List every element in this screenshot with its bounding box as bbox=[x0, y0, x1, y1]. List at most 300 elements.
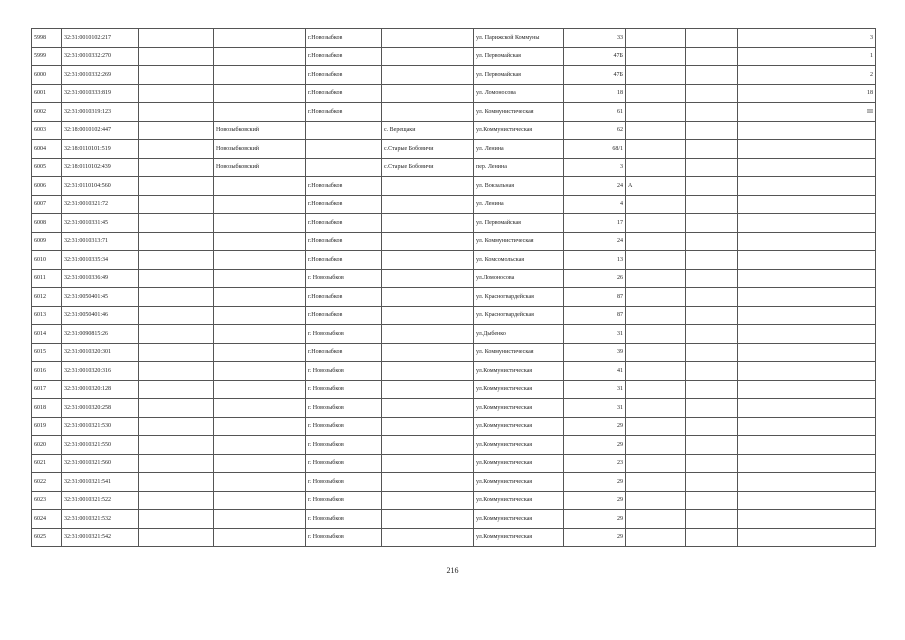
cell-apartment bbox=[738, 232, 876, 251]
cell-house-number: 3 bbox=[564, 158, 626, 177]
cell-district: Новозыбковский bbox=[214, 140, 306, 159]
table-row bbox=[32, 269, 876, 288]
cell-street: ул.Коммунистическая bbox=[474, 436, 564, 455]
cell-apartment bbox=[738, 380, 876, 399]
cell-house-letter bbox=[626, 47, 686, 66]
cell-house-number: 61 bbox=[564, 103, 626, 122]
cell-district bbox=[214, 251, 306, 270]
cell-village bbox=[382, 510, 474, 529]
cell-district bbox=[214, 343, 306, 362]
cell-col-blank-2 bbox=[686, 29, 738, 48]
cell-house-letter bbox=[626, 417, 686, 436]
cell-apartment bbox=[738, 510, 876, 529]
cell-row-number: 6011 bbox=[32, 269, 62, 288]
cell-apartment bbox=[738, 528, 876, 547]
cell-house-letter bbox=[626, 380, 686, 399]
cell-district bbox=[214, 399, 306, 418]
cell-city: г. Новозыбков bbox=[306, 491, 382, 510]
cell-street: ул. Красногвардейская bbox=[474, 306, 564, 325]
cell-row-number: 6001 bbox=[32, 84, 62, 103]
cell-col-blank bbox=[139, 195, 214, 214]
cell-apartment: 3 bbox=[738, 29, 876, 48]
cell-house-letter bbox=[626, 66, 686, 85]
cell-street: ул. Первомайская bbox=[474, 47, 564, 66]
cell-street: ул. Коммунистическая bbox=[474, 343, 564, 362]
cell-village bbox=[382, 306, 474, 325]
cell-apartment bbox=[738, 121, 876, 140]
cell-cadastral-number: 32:31:0010335:34 bbox=[62, 251, 139, 270]
cell-cadastral-number: 32:31:0010321:72 bbox=[62, 195, 139, 214]
cell-district bbox=[214, 436, 306, 455]
cell-city: г.Новозыбков bbox=[306, 232, 382, 251]
cell-city: г. Новозыбков bbox=[306, 399, 382, 418]
cell-row-number: 6003 bbox=[32, 121, 62, 140]
cell-street: ул.Коммунистическая bbox=[474, 454, 564, 473]
cell-city: г.Новозыбков bbox=[306, 251, 382, 270]
cell-city: г.Новозыбков bbox=[306, 343, 382, 362]
table-row bbox=[32, 473, 876, 492]
cell-col-blank-2 bbox=[686, 158, 738, 177]
cell-district bbox=[214, 66, 306, 85]
cell-district bbox=[214, 288, 306, 307]
cell-row-number: 6025 bbox=[32, 528, 62, 547]
cell-col-blank-2 bbox=[686, 325, 738, 344]
cell-district bbox=[214, 362, 306, 381]
cell-city: г. Новозыбков bbox=[306, 436, 382, 455]
cell-col-blank bbox=[139, 454, 214, 473]
cell-house-number: 23 bbox=[564, 454, 626, 473]
cell-house-letter bbox=[626, 103, 686, 122]
cell-col-blank bbox=[139, 177, 214, 196]
cell-street: пер. Ленина bbox=[474, 158, 564, 177]
cell-col-blank-2 bbox=[686, 103, 738, 122]
cell-district bbox=[214, 84, 306, 103]
cell-house-letter bbox=[626, 399, 686, 418]
cell-apartment bbox=[738, 436, 876, 455]
cell-village bbox=[382, 47, 474, 66]
cell-village: с.Старые Бобовичи bbox=[382, 140, 474, 159]
cell-city: г. Новозыбков bbox=[306, 325, 382, 344]
cell-row-number: 6000 bbox=[32, 66, 62, 85]
table-row bbox=[32, 251, 876, 270]
cell-street: ул.Коммунистическая bbox=[474, 121, 564, 140]
cell-row-number: 6005 bbox=[32, 158, 62, 177]
cell-house-letter bbox=[626, 343, 686, 362]
cell-village bbox=[382, 84, 474, 103]
cell-cadastral-number: 32:31:0050401:45 bbox=[62, 288, 139, 307]
cell-cadastral-number: 32:31:0010319:123 bbox=[62, 103, 139, 122]
cell-house-number: 26 bbox=[564, 269, 626, 288]
cell-apartment bbox=[738, 158, 876, 177]
cell-house-number: 29 bbox=[564, 510, 626, 529]
cell-village bbox=[382, 214, 474, 233]
cell-district bbox=[214, 232, 306, 251]
cell-row-number: 6014 bbox=[32, 325, 62, 344]
cell-row-number: 6004 bbox=[32, 140, 62, 159]
cell-district bbox=[214, 510, 306, 529]
cell-district bbox=[214, 103, 306, 122]
cell-street: ул. Первомайская bbox=[474, 66, 564, 85]
cell-house-letter bbox=[626, 491, 686, 510]
cell-apartment bbox=[738, 195, 876, 214]
cell-col-blank-2 bbox=[686, 251, 738, 270]
table-row bbox=[32, 306, 876, 325]
cell-street: ул. Коммунистическая bbox=[474, 232, 564, 251]
property-register-table bbox=[31, 28, 876, 547]
cell-col-blank bbox=[139, 140, 214, 159]
table-row bbox=[32, 214, 876, 233]
cell-village bbox=[382, 232, 474, 251]
cell-house-letter bbox=[626, 251, 686, 270]
cell-apartment bbox=[738, 251, 876, 270]
cell-cadastral-number: 32:31:0010321:560 bbox=[62, 454, 139, 473]
cell-street: ул. Коммунистическая bbox=[474, 103, 564, 122]
cell-house-number: 24 bbox=[564, 177, 626, 196]
cell-col-blank-2 bbox=[686, 417, 738, 436]
cell-street: ул. Комсомольская bbox=[474, 251, 564, 270]
cell-row-number: 6022 bbox=[32, 473, 62, 492]
cell-house-number: 29 bbox=[564, 528, 626, 547]
cell-col-blank bbox=[139, 121, 214, 140]
cell-district bbox=[214, 195, 306, 214]
cell-street: ул. Ленина bbox=[474, 140, 564, 159]
table-row bbox=[32, 232, 876, 251]
cell-district: Новозыбковский bbox=[214, 158, 306, 177]
cell-col-blank bbox=[139, 29, 214, 48]
cell-house-letter bbox=[626, 454, 686, 473]
cell-house-number: 31 bbox=[564, 380, 626, 399]
cell-apartment bbox=[738, 306, 876, 325]
cell-city: г.Новозыбков bbox=[306, 195, 382, 214]
table-row bbox=[32, 454, 876, 473]
cell-village bbox=[382, 251, 474, 270]
cell-house-number: 47Б bbox=[564, 66, 626, 85]
cell-apartment: 1 bbox=[738, 47, 876, 66]
cell-apartment bbox=[738, 417, 876, 436]
cell-cadastral-number: 32:31:0010320:258 bbox=[62, 399, 139, 418]
cell-col-blank-2 bbox=[686, 510, 738, 529]
cell-house-letter bbox=[626, 195, 686, 214]
table-row bbox=[32, 66, 876, 85]
cell-cadastral-number: 32:31:0090815:26 bbox=[62, 325, 139, 344]
cell-cadastral-number: 32:31:0010321:541 bbox=[62, 473, 139, 492]
cell-village bbox=[382, 380, 474, 399]
cell-house-letter bbox=[626, 158, 686, 177]
cell-apartment bbox=[738, 177, 876, 196]
cell-col-blank-2 bbox=[686, 177, 738, 196]
cell-col-blank bbox=[139, 380, 214, 399]
cell-col-blank bbox=[139, 103, 214, 122]
cell-apartment bbox=[738, 454, 876, 473]
cell-col-blank-2 bbox=[686, 288, 738, 307]
table-row bbox=[32, 417, 876, 436]
cell-col-blank bbox=[139, 436, 214, 455]
cell-col-blank-2 bbox=[686, 380, 738, 399]
cell-village bbox=[382, 325, 474, 344]
cell-apartment: 18 bbox=[738, 84, 876, 103]
cell-street: ул. Ленина bbox=[474, 195, 564, 214]
cell-street: ул.Дыбенко bbox=[474, 325, 564, 344]
cell-street: ул. Ломоносова bbox=[474, 84, 564, 103]
cell-house-letter bbox=[626, 473, 686, 492]
table-row bbox=[32, 436, 876, 455]
cell-cadastral-number: 32:31:0010333:819 bbox=[62, 84, 139, 103]
cell-city: г.Новозыбков bbox=[306, 214, 382, 233]
cell-row-number: 6008 bbox=[32, 214, 62, 233]
cell-street: ул. Первомайская bbox=[474, 214, 564, 233]
table-row bbox=[32, 140, 876, 159]
cell-house-number: 62 bbox=[564, 121, 626, 140]
cell-cadastral-number: 32:31:0010332:269 bbox=[62, 66, 139, 85]
cell-district bbox=[214, 177, 306, 196]
cell-village bbox=[382, 417, 474, 436]
cell-house-number: 29 bbox=[564, 491, 626, 510]
cell-district bbox=[214, 473, 306, 492]
cell-col-blank-2 bbox=[686, 473, 738, 492]
cell-col-blank bbox=[139, 66, 214, 85]
cell-cadastral-number: 32:31:0010321:542 bbox=[62, 528, 139, 547]
table-row bbox=[32, 380, 876, 399]
cell-city: г.Новозыбков bbox=[306, 29, 382, 48]
cell-row-number: 6017 bbox=[32, 380, 62, 399]
cell-city: г.Новозыбков bbox=[306, 84, 382, 103]
cell-village bbox=[382, 269, 474, 288]
cell-col-blank-2 bbox=[686, 454, 738, 473]
cell-col-blank bbox=[139, 343, 214, 362]
table-row bbox=[32, 29, 876, 48]
cell-village: с.Старые Бобовичи bbox=[382, 158, 474, 177]
cell-house-letter bbox=[626, 121, 686, 140]
cell-row-number: 5998 bbox=[32, 29, 62, 48]
cell-col-blank bbox=[139, 473, 214, 492]
cell-col-blank bbox=[139, 214, 214, 233]
cell-village bbox=[382, 195, 474, 214]
cell-col-blank-2 bbox=[686, 214, 738, 233]
cell-col-blank-2 bbox=[686, 140, 738, 159]
cell-street: ул.Коммунистическая bbox=[474, 528, 564, 547]
cell-city: г. Новозыбков bbox=[306, 269, 382, 288]
cell-row-number: 6023 bbox=[32, 491, 62, 510]
table-row bbox=[32, 510, 876, 529]
cell-cadastral-number: 32:31:0010313:71 bbox=[62, 232, 139, 251]
cell-house-letter bbox=[626, 436, 686, 455]
cell-col-blank-2 bbox=[686, 47, 738, 66]
cell-apartment bbox=[738, 491, 876, 510]
cell-village bbox=[382, 103, 474, 122]
table-row bbox=[32, 195, 876, 214]
cell-row-number: 6020 bbox=[32, 436, 62, 455]
cell-apartment: III bbox=[738, 103, 876, 122]
cell-house-number: 33 bbox=[564, 29, 626, 48]
cell-district bbox=[214, 528, 306, 547]
register-body bbox=[32, 29, 876, 547]
cell-row-number: 6019 bbox=[32, 417, 62, 436]
table-row bbox=[32, 121, 876, 140]
cell-apartment bbox=[738, 325, 876, 344]
cell-col-blank-2 bbox=[686, 232, 738, 251]
cell-row-number: 6007 bbox=[32, 195, 62, 214]
cell-district: Новозыбковский bbox=[214, 121, 306, 140]
cell-city: г.Новозыбков bbox=[306, 306, 382, 325]
table-row bbox=[32, 103, 876, 122]
cell-col-blank-2 bbox=[686, 436, 738, 455]
cell-col-blank-2 bbox=[686, 195, 738, 214]
cell-street: ул.Коммунистическая bbox=[474, 362, 564, 381]
cell-cadastral-number: 32:18:0110101:519 bbox=[62, 140, 139, 159]
cell-col-blank bbox=[139, 269, 214, 288]
cell-city bbox=[306, 158, 382, 177]
cell-col-blank-2 bbox=[686, 491, 738, 510]
cell-district bbox=[214, 47, 306, 66]
cell-cadastral-number: 32:31:0010320:301 bbox=[62, 343, 139, 362]
table-row bbox=[32, 362, 876, 381]
cell-col-blank bbox=[139, 362, 214, 381]
cell-col-blank-2 bbox=[686, 528, 738, 547]
cell-cadastral-number: 32:31:0050401:46 bbox=[62, 306, 139, 325]
cell-street: ул. Красногвардейская bbox=[474, 288, 564, 307]
cell-house-number: 41 bbox=[564, 362, 626, 381]
cell-street: ул.Коммунистическая bbox=[474, 473, 564, 492]
cell-house-number: 31 bbox=[564, 399, 626, 418]
cell-house-number: 87 bbox=[564, 288, 626, 307]
table-row bbox=[32, 47, 876, 66]
cell-col-blank-2 bbox=[686, 306, 738, 325]
cell-row-number: 6024 bbox=[32, 510, 62, 529]
cell-cadastral-number: 32:18:0110102:439 bbox=[62, 158, 139, 177]
cell-row-number: 6018 bbox=[32, 399, 62, 418]
cell-district bbox=[214, 454, 306, 473]
cell-village bbox=[382, 528, 474, 547]
cell-city: г.Новозыбков bbox=[306, 103, 382, 122]
cell-col-blank-2 bbox=[686, 269, 738, 288]
cell-cadastral-number: 32:31:0010320:128 bbox=[62, 380, 139, 399]
table-row bbox=[32, 288, 876, 307]
cell-col-blank bbox=[139, 325, 214, 344]
cell-col-blank-2 bbox=[686, 362, 738, 381]
cell-city: г. Новозыбков bbox=[306, 510, 382, 529]
cell-district bbox=[214, 417, 306, 436]
cell-row-number: 6006 bbox=[32, 177, 62, 196]
table-row bbox=[32, 177, 876, 196]
page-number: 216 bbox=[446, 566, 459, 575]
cell-cadastral-number: 32:31:0010321:532 bbox=[62, 510, 139, 529]
cell-apartment bbox=[738, 269, 876, 288]
cell-cadastral-number: 32:31:0010321:530 bbox=[62, 417, 139, 436]
cell-street: ул.Коммунистическая bbox=[474, 491, 564, 510]
cell-row-number: 6016 bbox=[32, 362, 62, 381]
cell-col-blank-2 bbox=[686, 399, 738, 418]
cell-apartment bbox=[738, 343, 876, 362]
cell-row-number: 6021 bbox=[32, 454, 62, 473]
cell-cadastral-number: 32:18:0010102:447 bbox=[62, 121, 139, 140]
cell-col-blank bbox=[139, 47, 214, 66]
cell-village bbox=[382, 473, 474, 492]
cell-apartment bbox=[738, 399, 876, 418]
cell-col-blank-2 bbox=[686, 343, 738, 362]
cell-cadastral-number: 32:31:0110104:560 bbox=[62, 177, 139, 196]
cell-village bbox=[382, 288, 474, 307]
cell-row-number: 6012 bbox=[32, 288, 62, 307]
cell-district bbox=[214, 380, 306, 399]
cell-city: г. Новозыбков bbox=[306, 528, 382, 547]
cell-city: г.Новозыбков bbox=[306, 177, 382, 196]
cell-house-number: 18 bbox=[564, 84, 626, 103]
cell-house-number: 29 bbox=[564, 417, 626, 436]
cell-city: г. Новозыбков bbox=[306, 417, 382, 436]
cell-house-letter bbox=[626, 325, 686, 344]
cell-house-number: 29 bbox=[564, 436, 626, 455]
cell-house-letter bbox=[626, 29, 686, 48]
cell-village: с. Верещаки bbox=[382, 121, 474, 140]
cell-house-number: 17 bbox=[564, 214, 626, 233]
table-row bbox=[32, 343, 876, 362]
cell-col-blank bbox=[139, 251, 214, 270]
cell-house-letter bbox=[626, 214, 686, 233]
cell-apartment bbox=[738, 288, 876, 307]
cell-col-blank-2 bbox=[686, 66, 738, 85]
cell-house-letter bbox=[626, 362, 686, 381]
cell-row-number: 6002 bbox=[32, 103, 62, 122]
cell-street: ул. Вокзальная bbox=[474, 177, 564, 196]
cell-district bbox=[214, 29, 306, 48]
cell-house-letter bbox=[626, 306, 686, 325]
cell-apartment: 2 bbox=[738, 66, 876, 85]
cell-cadastral-number: 32:31:0010331:45 bbox=[62, 214, 139, 233]
cell-city bbox=[306, 140, 382, 159]
cell-district bbox=[214, 269, 306, 288]
cell-row-number: 6009 bbox=[32, 232, 62, 251]
cell-street: ул.Коммунистическая bbox=[474, 399, 564, 418]
cell-house-letter bbox=[626, 140, 686, 159]
cell-col-blank-2 bbox=[686, 84, 738, 103]
cell-col-blank bbox=[139, 528, 214, 547]
cell-house-letter bbox=[626, 84, 686, 103]
cell-cadastral-number: 32:31:0010321:522 bbox=[62, 491, 139, 510]
cell-apartment bbox=[738, 473, 876, 492]
cell-cadastral-number: 32:31:0010336:49 bbox=[62, 269, 139, 288]
cell-village bbox=[382, 29, 474, 48]
cell-district bbox=[214, 214, 306, 233]
cell-city: г.Новозыбков bbox=[306, 288, 382, 307]
cell-village bbox=[382, 399, 474, 418]
cell-cadastral-number: 32:31:0010321:550 bbox=[62, 436, 139, 455]
cell-street: ул. Парижской Коммуны bbox=[474, 29, 564, 48]
cell-house-number: 24 bbox=[564, 232, 626, 251]
cell-col-blank bbox=[139, 84, 214, 103]
cell-row-number: 6015 bbox=[32, 343, 62, 362]
cell-house-number: 31 bbox=[564, 325, 626, 344]
cell-city bbox=[306, 121, 382, 140]
table-row bbox=[32, 399, 876, 418]
cell-col-blank bbox=[139, 510, 214, 529]
cell-village bbox=[382, 491, 474, 510]
table-row bbox=[32, 528, 876, 547]
cell-col-blank bbox=[139, 399, 214, 418]
cell-cadastral-number: 32:31:0010332:270 bbox=[62, 47, 139, 66]
cell-house-number: 39 bbox=[564, 343, 626, 362]
cell-city: г.Новозыбков bbox=[306, 66, 382, 85]
cell-col-blank bbox=[139, 491, 214, 510]
cell-house-number: 29 bbox=[564, 473, 626, 492]
cell-village bbox=[382, 343, 474, 362]
cell-row-number: 5999 bbox=[32, 47, 62, 66]
cell-village bbox=[382, 66, 474, 85]
cell-row-number: 6013 bbox=[32, 306, 62, 325]
cell-house-number: 47Б bbox=[564, 47, 626, 66]
cell-city: г. Новозыбков bbox=[306, 362, 382, 381]
cell-col-blank bbox=[139, 158, 214, 177]
cell-house-number: 13 bbox=[564, 251, 626, 270]
